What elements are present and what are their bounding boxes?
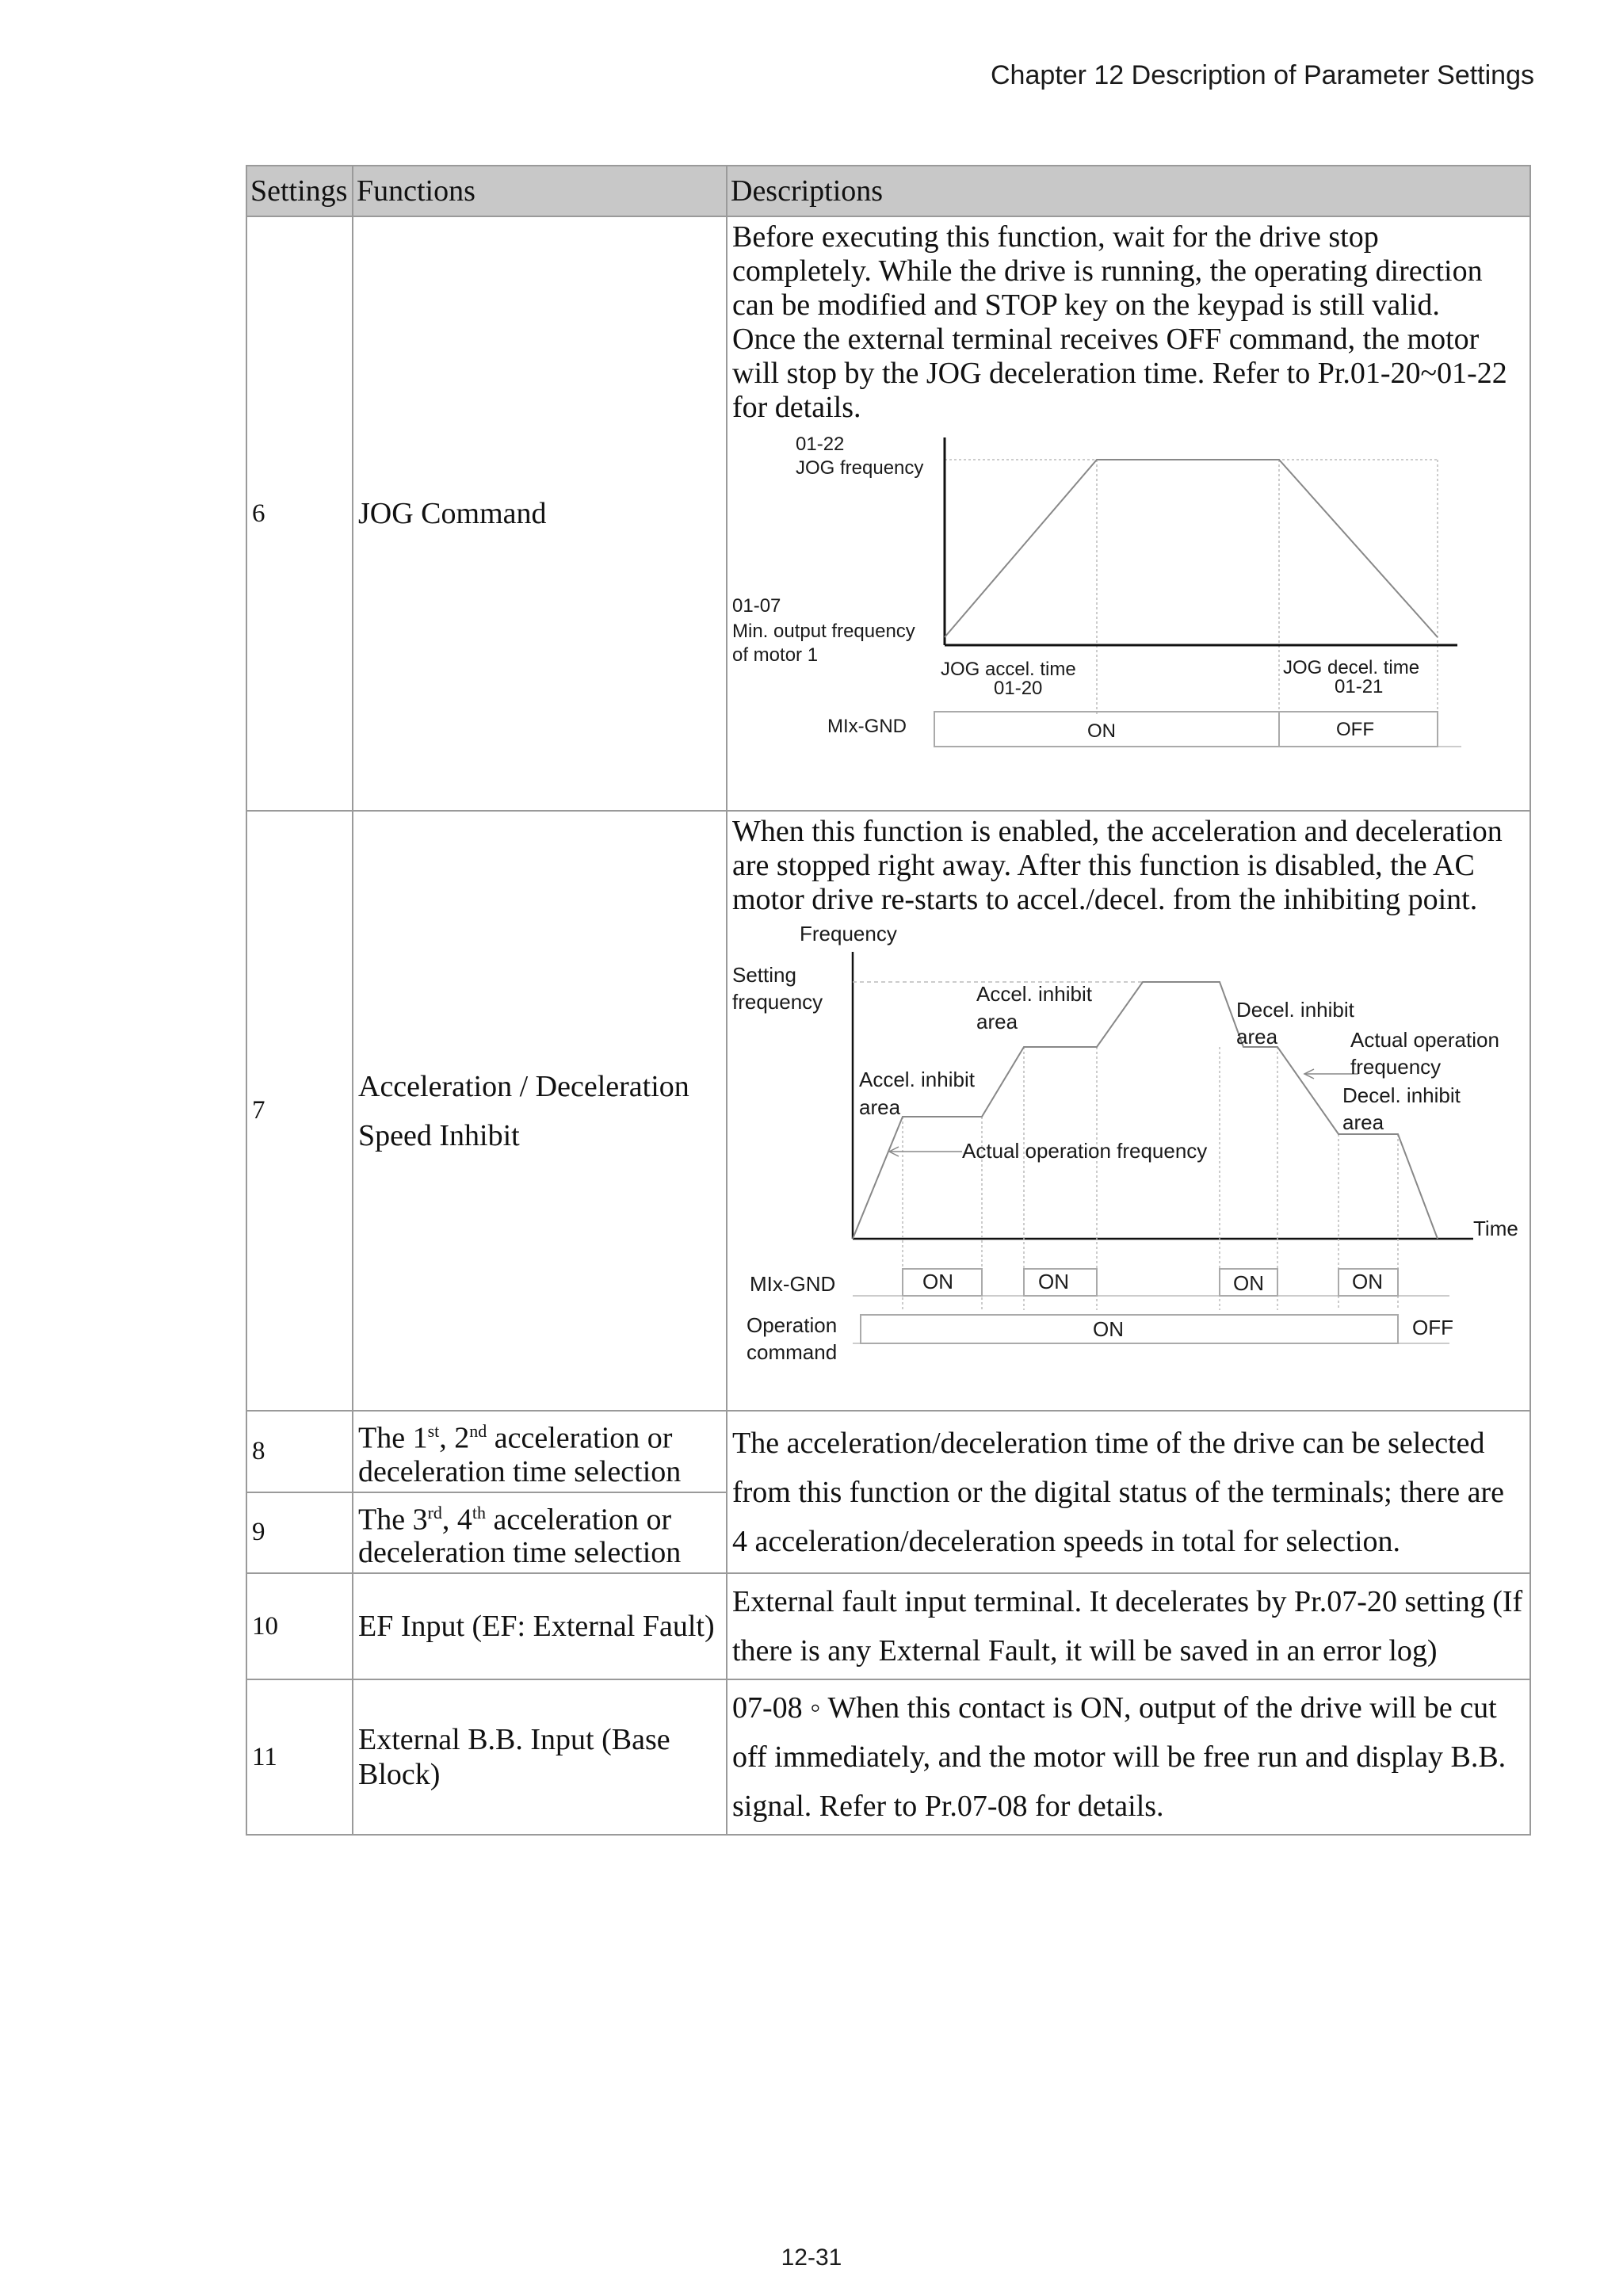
jog-accel-label: JOG accel. time xyxy=(941,659,1076,680)
decel-inhibit-1-line2: area xyxy=(1236,1025,1278,1049)
jog-decel-code: 01-21 xyxy=(1335,676,1384,697)
description-cell xyxy=(727,216,1530,811)
ordinal-suffix: nd xyxy=(469,1421,487,1441)
parameter-table xyxy=(246,165,1531,1836)
jog-on-label: ON xyxy=(1087,720,1116,742)
setting-cell: 11 xyxy=(246,1679,353,1835)
setting-cell: 7 xyxy=(246,811,353,1411)
description-cell: External fault input terminal. It decelerates by Pr.07-20 setting (If there is any External Fault, it will be saved in an error log) xyxy=(727,1573,1530,1679)
op-cmd-off-label: OFF xyxy=(1412,1316,1453,1339)
setting-cell: 6 xyxy=(246,216,353,811)
op-cmd-line2: command xyxy=(747,1340,838,1364)
function-text-pre: The 1 xyxy=(358,1421,428,1455)
table-row-setting-7 xyxy=(246,811,1530,1411)
table-header-row xyxy=(246,166,1530,216)
setting-cell: 9 xyxy=(246,1492,353,1574)
ordinal-suffix: rd xyxy=(427,1502,442,1522)
column-header-descriptions: Descriptions xyxy=(727,166,1530,216)
function-text-mid: , 2 xyxy=(439,1421,470,1455)
jog-off-label: OFF xyxy=(1336,719,1374,740)
column-header-functions: Functions xyxy=(353,166,727,216)
op-cmd-on-label: ON xyxy=(1093,1317,1124,1341)
accel-inhibit-2-line1: Accel. inhibit xyxy=(859,1068,975,1091)
column-header-settings: Settings xyxy=(246,166,353,216)
actual-op-freq-line1: Actual operation xyxy=(1350,1028,1499,1052)
function-cell xyxy=(353,1411,727,1492)
description-cell: 07-08 ◦ When this contact is ON, output of the drive will be cut off immediately, and the motor will be free run and display B.B. signal. Refer to Pr.07-08 for details. xyxy=(727,1679,1530,1835)
ordinal-suffix: st xyxy=(427,1421,440,1441)
jog-frequency-code: 01-22 xyxy=(796,434,845,455)
table-row-setting-8 xyxy=(246,1411,1530,1492)
op-cmd-line1: Operation xyxy=(747,1313,838,1337)
on-label-2: ON xyxy=(1038,1270,1069,1293)
function-cell: JOG Command xyxy=(353,216,727,811)
on-label-4: ON xyxy=(1352,1270,1383,1293)
accel-inhibit-1-line2: area xyxy=(976,1010,1018,1033)
description-text: Before executing this function, wait for the drive stop completely. While the drive is running, the operating direction can be modified and STOP key on the keypad is still valid. Once the external terminal receives OFF command, the motor will stop by the JOG deceleration time. Refer to Pr.01-20~01-22 for details. xyxy=(732,220,1507,424)
frequency-axis-label: Frequency xyxy=(800,922,897,946)
min-frequency-label-line2: of motor 1 xyxy=(732,644,819,666)
function-cell xyxy=(353,811,727,1411)
table-row-setting-6 xyxy=(246,216,1530,811)
setting-cell: 8 xyxy=(246,1411,353,1492)
decel-inhibit-2-line2: area xyxy=(1342,1110,1384,1134)
description-cell-8-9: The acceleration/deceleration time of the drive can be selected from this function or the digital status of the terminals; there are 4 acceleration/deceleration speeds in total for selection. xyxy=(727,1411,1530,1573)
setting-frequency-line2: frequency xyxy=(732,990,823,1014)
on-label-1: ON xyxy=(922,1270,953,1293)
accel-inhibit-1-line1: Accel. inhibit xyxy=(976,982,1092,1006)
description-cell xyxy=(727,811,1530,1411)
function-cell: External B.B. Input (Base Block) xyxy=(353,1679,727,1835)
function-cell: EF Input (EF: External Fault) xyxy=(353,1573,727,1679)
description-text: When this function is enabled, the acceleration and deceleration are stopped right away. After this function is disabled, the AC motor drive re-starts to accel./decel. from the inhibiting point. xyxy=(732,815,1503,916)
decel-inhibit-2-line1: Decel. inhibit xyxy=(1342,1083,1461,1107)
table-row-setting-11 xyxy=(246,1679,1530,1835)
jog-decel-label: JOG decel. time xyxy=(1283,657,1420,678)
inhibit-signal-label: MIx-GND xyxy=(750,1272,836,1296)
chapter-header: Chapter 12 Description of Parameter Settings xyxy=(990,60,1534,90)
on-label-3: ON xyxy=(1233,1271,1264,1295)
min-frequency-label: Min. output frequency xyxy=(732,621,915,642)
time-axis-label: Time xyxy=(1473,1217,1518,1240)
accel-inhibit-2-line2: area xyxy=(859,1095,901,1119)
function-text-pre: The 3 xyxy=(358,1503,428,1537)
inhibit-timing-diagram xyxy=(732,920,1525,1364)
min-frequency-code: 01-07 xyxy=(732,595,781,617)
table-row-setting-10 xyxy=(246,1573,1530,1679)
function-line-1: Acceleration / Deceleration xyxy=(358,1069,689,1103)
jog-signal-label: MIx-GND xyxy=(827,716,907,737)
actual-op-freq-line2: frequency xyxy=(1350,1055,1442,1079)
setting-cell: 10 xyxy=(246,1573,353,1679)
decel-inhibit-1-line1: Decel. inhibit xyxy=(1236,998,1354,1022)
function-text-post: acceleration or deceleration time selection xyxy=(358,1421,682,1488)
function-text-post: acceleration or deceleration time selection xyxy=(358,1503,682,1570)
function-cell xyxy=(353,1492,727,1574)
jog-accel-code: 01-20 xyxy=(994,678,1043,699)
ordinal-suffix: th xyxy=(472,1502,487,1522)
actual-op-freq-bottom: Actual operation frequency xyxy=(962,1139,1208,1163)
jog-timing-diagram xyxy=(732,430,1493,762)
page-number: 12-31 xyxy=(781,2244,842,2271)
function-text-mid: , 4 xyxy=(441,1503,472,1537)
setting-frequency-line1: Setting xyxy=(732,963,796,987)
jog-frequency-label: JOG frequency xyxy=(796,457,924,479)
function-line-2: Speed Inhibit xyxy=(358,1118,520,1152)
